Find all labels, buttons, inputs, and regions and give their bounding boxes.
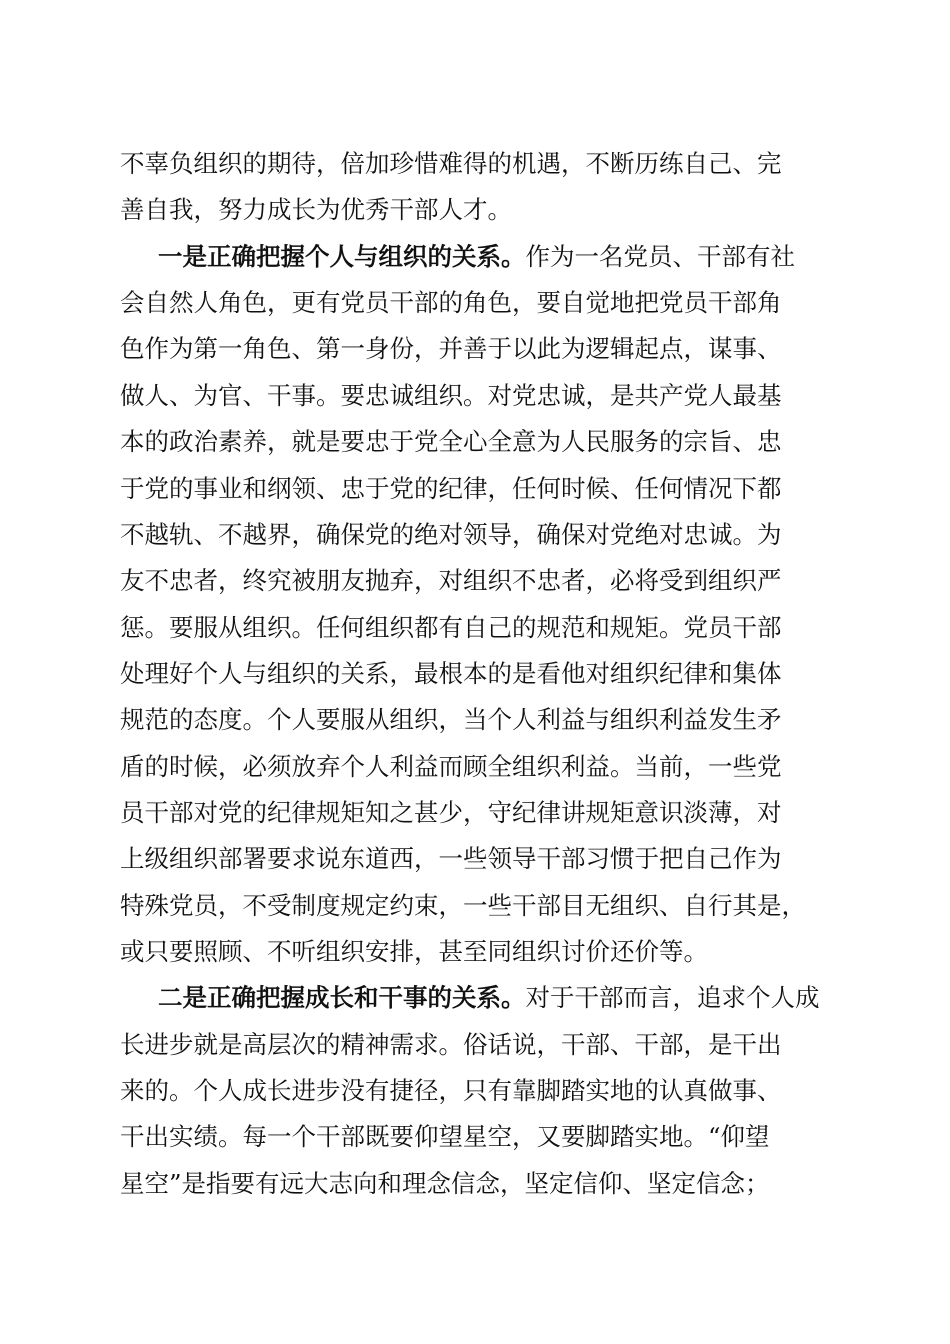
body-text: 于党的事业和纲领、忠于党的纪律，任何时候、任何情况下都	[120, 474, 782, 503]
text-line	[0, 190, 950, 230]
body-text: 善自我，努力成长为优秀干部人才。	[120, 195, 512, 224]
text-line	[0, 515, 950, 555]
body-text: 本的政治素养，就是要忠于党全心全意为人民服务的宗旨、忠	[120, 427, 782, 456]
body-text: 友不忠者，终究被朋友抛弃，对组织不忠者，必将受到组织严	[120, 566, 782, 595]
body-text: 来的。个人成长进步没有捷径，只有靠脚踏实地的认真做事、	[120, 1076, 782, 1105]
text-line	[0, 283, 950, 323]
text-line	[0, 561, 950, 601]
paragraph-first-line	[158, 978, 820, 1018]
text-line	[0, 237, 950, 277]
body-text: 不辜负组织的期待，倍加珍惜难得的机遇，不断历练自己、完	[120, 149, 782, 178]
text-line	[0, 422, 950, 462]
text-line	[0, 978, 950, 1018]
body-text: 或只要照顾、不听组织安排，甚至同组织讨价还价等。	[120, 937, 708, 966]
body-text: 做人、为官、干事。要忠诚组织。对党忠诚，是共产党人最基	[120, 381, 782, 410]
body-text: 处理好个人与组织的关系，最根本的是看他对组织纪律和集体	[120, 659, 782, 688]
paragraph-heading: 二是正确把握成长和干事的关系。	[158, 983, 526, 1012]
text-line	[0, 329, 950, 369]
body-text: 规范的态度。个人要服从组织，当个人利益与组织利益发生矛	[120, 705, 782, 734]
body-text: 干出实绩。每一个干部既要仰望星空，又要脚踏实地。“仰望	[120, 1122, 770, 1151]
text-line	[0, 608, 950, 648]
text-line	[0, 376, 950, 416]
paragraph-first-line	[158, 237, 795, 277]
body-text: 不越轨、不越界，确保党的绝对领导，确保对党绝对忠诚。为	[120, 520, 782, 549]
text-line	[0, 1117, 950, 1157]
body-text: 会自然人角色，更有党员干部的角色，要自觉地把党员干部角	[120, 288, 782, 317]
body-text: 特殊党员，不受制度规定约束，一些干部目无组织、自行其是，	[120, 891, 806, 920]
body-text: 星空”是指要有远大志向和理念信念，坚定信仰、坚定信念；	[120, 1169, 770, 1198]
body-text: 惩。要服从组织。任何组织都有自己的规范和规矩。党员干部	[120, 613, 782, 642]
text-line	[0, 1164, 950, 1204]
text-line	[0, 700, 950, 740]
body-text: 盾的时候，必须放弃个人利益而顾全组织利益。当前，一些党	[120, 752, 782, 781]
text-line	[0, 839, 950, 879]
body-text: 作为一名党员、干部有社	[525, 242, 795, 271]
body-text: 员干部对党的纪律规矩知之甚少，守纪律讲规矩意识淡薄，对	[120, 798, 782, 827]
body-text: 长进步就是高层次的精神需求。俗话说，干部、干部，是干出	[120, 1030, 782, 1059]
text-line	[0, 932, 950, 972]
body-text: 上级组织部署要求说东道西，一些领导干部习惯于把自己作为	[120, 844, 782, 873]
text-line	[0, 654, 950, 694]
text-line	[0, 886, 950, 926]
text-line	[0, 144, 950, 184]
text-line	[0, 747, 950, 787]
text-line	[0, 469, 950, 509]
body-text: 对于干部而言，追求个人成	[525, 983, 820, 1012]
paragraph-heading: 一是正确把握个人与组织的关系。	[158, 242, 526, 271]
text-line	[0, 1025, 950, 1065]
body-text: 色作为第一角色、第一身份，并善于以此为逻辑起点，谋事、	[120, 334, 782, 363]
text-line	[0, 1071, 950, 1111]
text-line	[0, 793, 950, 833]
